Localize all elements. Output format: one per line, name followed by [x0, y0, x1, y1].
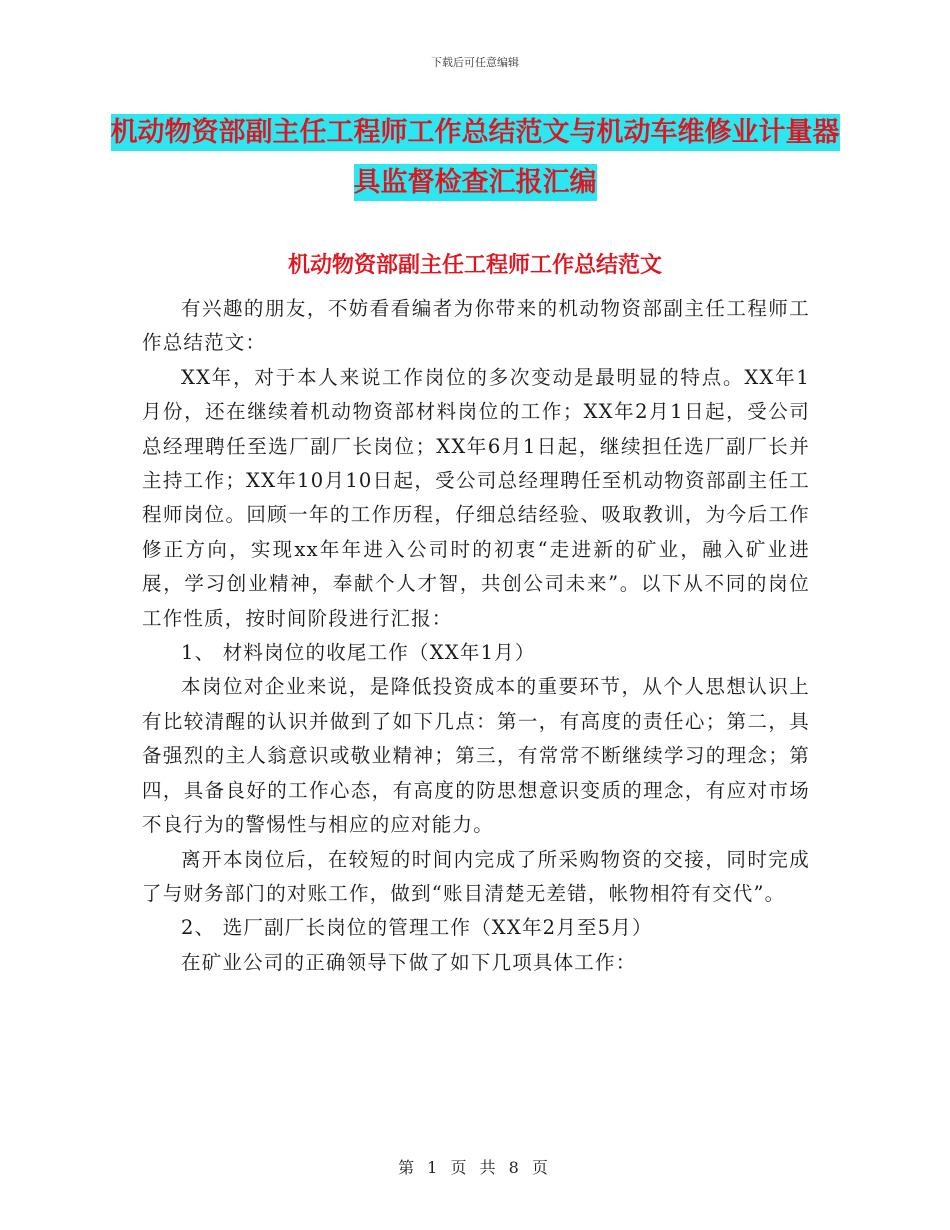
paragraph: 2、 选厂副厂长岗位的管理工作（XX年2月至5月）	[181, 916, 653, 940]
paragraph: 离开本岗位后，在较短的时间内完成了所采购物资的交接，同时完成了与财务部门的对账工作，做到“账目清楚无差错，帐物相符有交代”。	[142, 847, 810, 905]
paragraph: 在矿业公司的正确领导下做了如下几项具体工作：	[181, 950, 637, 974]
paragraph: 有兴趣的朋友，不妨看看编者为你带来的机动物资部副主任工程师工作总结范文：	[142, 297, 810, 355]
paragraph: 1、 材料岗位的收尾工作（XX年1月）	[181, 641, 536, 665]
paragraph: 本岗位对企业来说，是降低投资成本的重要环节，从个人思想认识上有比较清醒的认识并做到了如下几点：第一，有高度的责任心；第二，具备强烈的主人翁意识或敬业精神；第三，有常常不断继续学习的理念；第四，具备良好的工作心态，有高度的防思想意识变质的理念，有应对市场不良行为的警惕性与相应的应对能力。	[142, 675, 810, 837]
document-title	[100, 108, 850, 208]
header-note: 下载后可任意编辑	[431, 56, 519, 69]
page-footer: 第 1 页 共 8 页	[398, 1158, 552, 1177]
body-text	[142, 292, 810, 980]
document-title-text: 机动物资部副主任工程师工作总结范文与机动车维修业计量器具监督检查汇报汇编	[111, 114, 840, 201]
section-title: 机动物资部副主任工程师工作总结范文	[287, 253, 662, 278]
paragraph: XX年，对于本人来说工作岗位的多次变动是最明显的特点。XX年1月份，还在继续着机动物资部材料岗位的工作；XX年2月1日起，受公司总经理聘任至选厂副厂长岗位；XX年6月1日起，继续担任选厂副厂长并主持工作；XX年10月10日起，受公司总经理聘任至机动物资部副主任工程师岗位。回顾一年的工作历程，仔细总结经验、吸取教训，为今后工作修正方向，实现xx年年进入公司时的初衷“走进新的矿业，融入矿业进展，学习创业精神，奉献个人才智，共创公司未来”。以下从不同的岗位工作性质，按时间阶段进行汇报：	[142, 365, 810, 630]
